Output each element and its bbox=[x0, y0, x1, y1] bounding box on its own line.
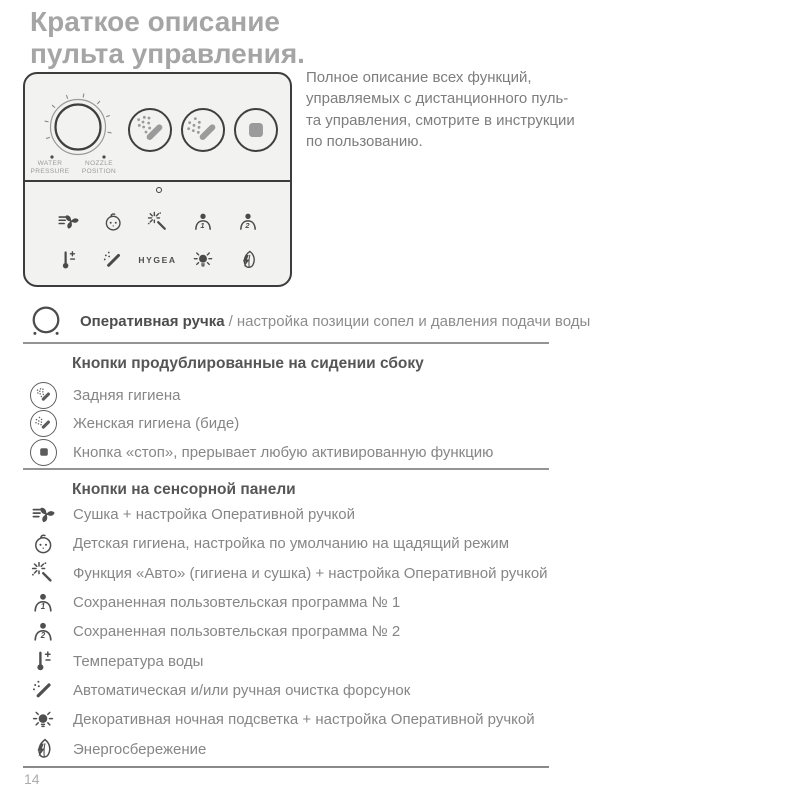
list-item: Энергосбережение bbox=[30, 734, 570, 763]
remote-control-illustration bbox=[23, 72, 292, 287]
knob-label-water-pressure: WATER PRESSURE bbox=[30, 160, 70, 175]
list-item: Декоративная ночная подсветка + настройка Оперативной ручкой bbox=[30, 705, 570, 734]
spray-rear-icon bbox=[130, 110, 170, 150]
handle-description-row bbox=[28, 298, 590, 345]
nozzle-cleaning-icon bbox=[30, 678, 56, 702]
rear-wash-button bbox=[128, 108, 172, 152]
footer-divider bbox=[23, 766, 549, 768]
energy-saving-icon bbox=[30, 737, 56, 761]
knob-label-nozzle-position: NOZZLE POSITION bbox=[81, 160, 117, 175]
knob-icon bbox=[28, 304, 64, 340]
user-program-1-icon: 1 bbox=[30, 591, 56, 615]
list-item: Детская гигиена, настройка по умолчанию на щадящий режим bbox=[30, 529, 570, 558]
night-light-icon bbox=[192, 249, 214, 271]
user-program-2-icon: 2 bbox=[237, 211, 259, 233]
touch-panel bbox=[45, 203, 270, 279]
remote-divider bbox=[25, 180, 290, 182]
side-buttons-heading: Кнопки продублированные на сидении сбоку bbox=[72, 355, 424, 372]
indicator-dot bbox=[156, 187, 162, 193]
list-item: Сушка + настройка Оперативной ручкой bbox=[30, 500, 570, 529]
spray-bidet-icon bbox=[183, 110, 223, 150]
dryer-icon bbox=[57, 211, 79, 233]
divider bbox=[23, 468, 549, 470]
water-temperature-icon bbox=[57, 249, 79, 271]
child-wash-icon bbox=[102, 211, 124, 233]
list-item: Функция «Авто» (гигиена и сушка) + настройка Оперативной ручкой bbox=[30, 559, 570, 588]
dryer-icon bbox=[30, 503, 56, 527]
spray-bidet-icon bbox=[30, 410, 57, 437]
energy-saving-icon bbox=[237, 249, 259, 271]
user-program-1-icon: 1 bbox=[192, 211, 214, 233]
page-number: 14 bbox=[24, 771, 40, 787]
brand-label: HYGEA bbox=[138, 255, 177, 265]
touch-panel-heading: Кнопки на сенсорной панели bbox=[72, 481, 296, 498]
list-item: Температура воды bbox=[30, 646, 570, 675]
stop-icon bbox=[234, 108, 278, 152]
handle-label-rest: / настройка позиции сопел и давления подачи воды bbox=[228, 313, 591, 330]
divider bbox=[23, 342, 549, 344]
child-wash-icon bbox=[30, 532, 56, 556]
list-item: 2 Сохраненная пользовтельская программа № 2 bbox=[30, 617, 570, 646]
list-item: Автоматическая и/или ручная очистка форсунок bbox=[30, 676, 570, 705]
nozzle-cleaning-icon bbox=[102, 249, 124, 271]
intro-text: Полное описание всех функций, управляемых с дистанционного пуль- та управления, смотрите в инструкции по пользованию. bbox=[306, 69, 575, 151]
auto-icon bbox=[147, 211, 169, 233]
page-title-line2: пульта управления. bbox=[30, 38, 305, 69]
list-item: Кнопка «стоп», прерывает любую активированную функцию bbox=[30, 438, 570, 467]
user-program-2-icon: 2 bbox=[30, 620, 56, 644]
stop-icon bbox=[30, 439, 57, 466]
page-title-line1: Краткое описание bbox=[30, 6, 280, 37]
list-item: Женская гигиена (биде) bbox=[30, 410, 570, 439]
stop-button bbox=[234, 108, 278, 152]
night-light-icon bbox=[30, 708, 56, 732]
side-buttons-list bbox=[30, 381, 570, 467]
handle-label-bold: Оперативная ручка bbox=[80, 313, 225, 330]
list-item: 1 Сохраненная пользовтельская программа № 1 bbox=[30, 588, 570, 617]
touch-panel-list bbox=[30, 500, 570, 764]
water-temperature-icon bbox=[30, 649, 56, 673]
page-title bbox=[30, 6, 305, 70]
spray-rear-icon bbox=[30, 382, 57, 409]
list-item: Задняя гигиена bbox=[30, 381, 570, 410]
bidet-wash-button bbox=[181, 108, 225, 152]
auto-icon bbox=[30, 561, 56, 585]
